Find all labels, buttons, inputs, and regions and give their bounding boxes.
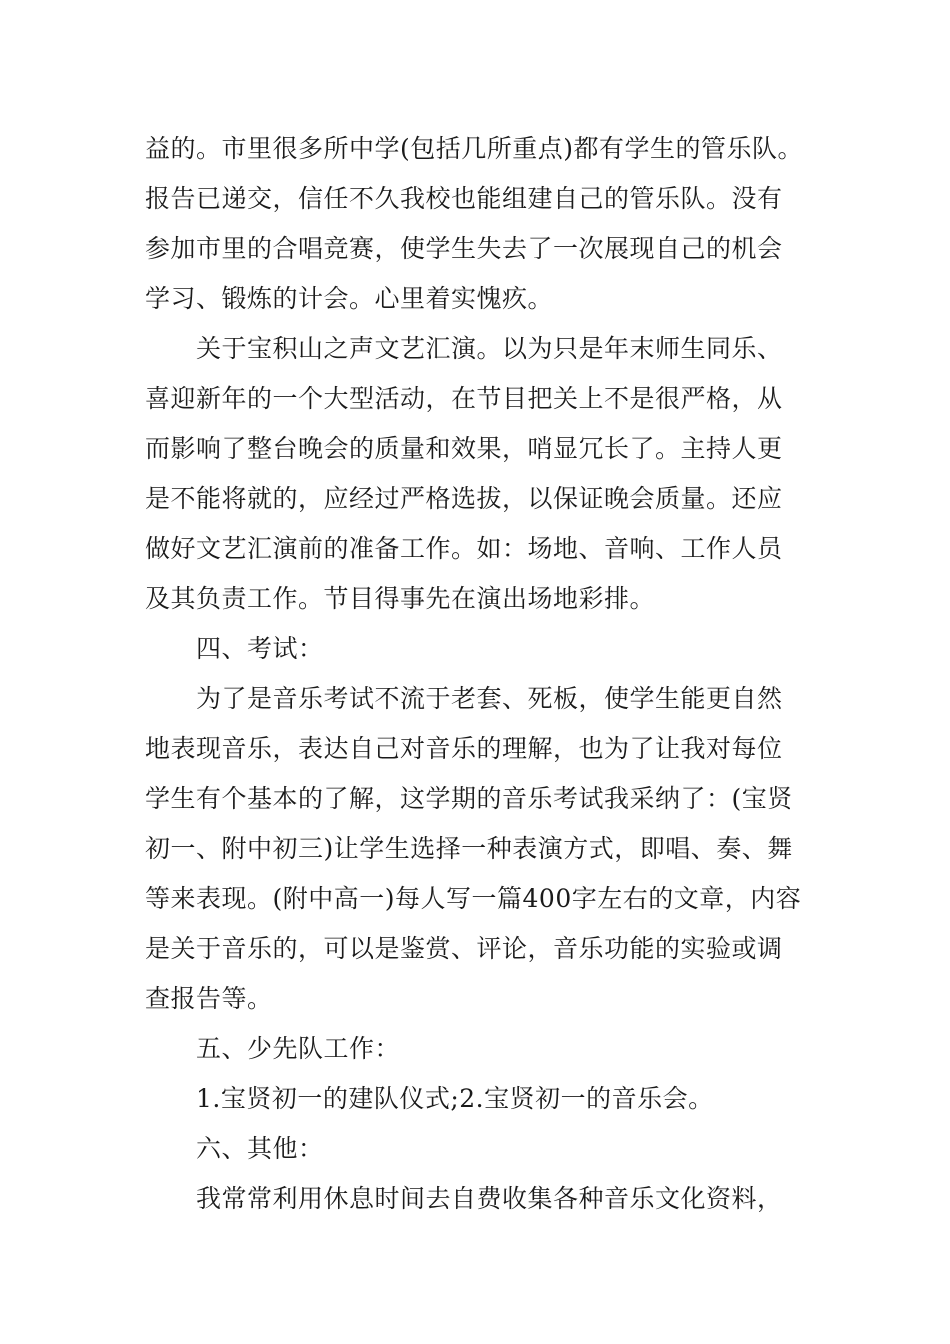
text-line: 做好文艺汇演前的准备工作。如：场地、音响、工作人员: [145, 534, 783, 563]
text-line: 我常常利用休息时间去自费收集各种音乐文化资料，: [196, 1184, 783, 1213]
text-line: 等来表现。(附中高一)每人写一篇400字左右的文章，内容: [145, 884, 802, 913]
text-line: 参加市里的合唱竞赛，使学生失去了一次展现自己的机会: [145, 234, 783, 263]
text-line: 喜迎新年的一个大型活动，在节目把关上不是很严格，从: [145, 384, 783, 413]
text-line: 及其负责工作。节目得事先在演出场地彩排。: [145, 584, 656, 613]
text-line: 是关于音乐的，可以是鉴赏、评论，音乐功能的实验或调: [145, 934, 783, 963]
section-heading: 五、少先队工作：: [196, 1034, 401, 1063]
text-line: 初一、附中初三)让学生选择一种表演方式，即唱、奏、舞: [145, 834, 793, 863]
text-line: 1.宝贤初一的建队仪式;2.宝贤初一的音乐会。: [196, 1084, 714, 1113]
text-line: 关于宝积山之声文艺汇演。以为只是年末师生同乐、: [196, 334, 783, 363]
section-heading: 四、考试：: [196, 634, 324, 663]
text-line: 地表现音乐，表达自己对音乐的理解，也为了让我对每位: [145, 734, 783, 763]
text-line: 为了是音乐考试不流于老套、死板，使学生能更自然: [196, 684, 783, 713]
text-line: 学生有个基本的了解，这学期的音乐考试我采纳了：(宝贤: [145, 784, 793, 813]
text-line: 学习、锻炼的计会。心里着实愧疚。: [145, 284, 554, 313]
text-line: 而影响了整台晚会的质量和效果，哨显冗长了。主持人更: [145, 434, 783, 463]
text-line: 是不能将就的，应经过严格选拔，以保证晚会质量。还应: [145, 484, 783, 513]
text-line: 益的。市里很多所中学(包括几所重点)都有学生的管乐队。: [145, 134, 804, 163]
text-line: 报告已递交，信任不久我校也能组建自己的管乐队。没有: [145, 184, 783, 213]
text-line: 查报告等。: [145, 984, 273, 1013]
section-heading: 六、其他：: [196, 1134, 324, 1163]
